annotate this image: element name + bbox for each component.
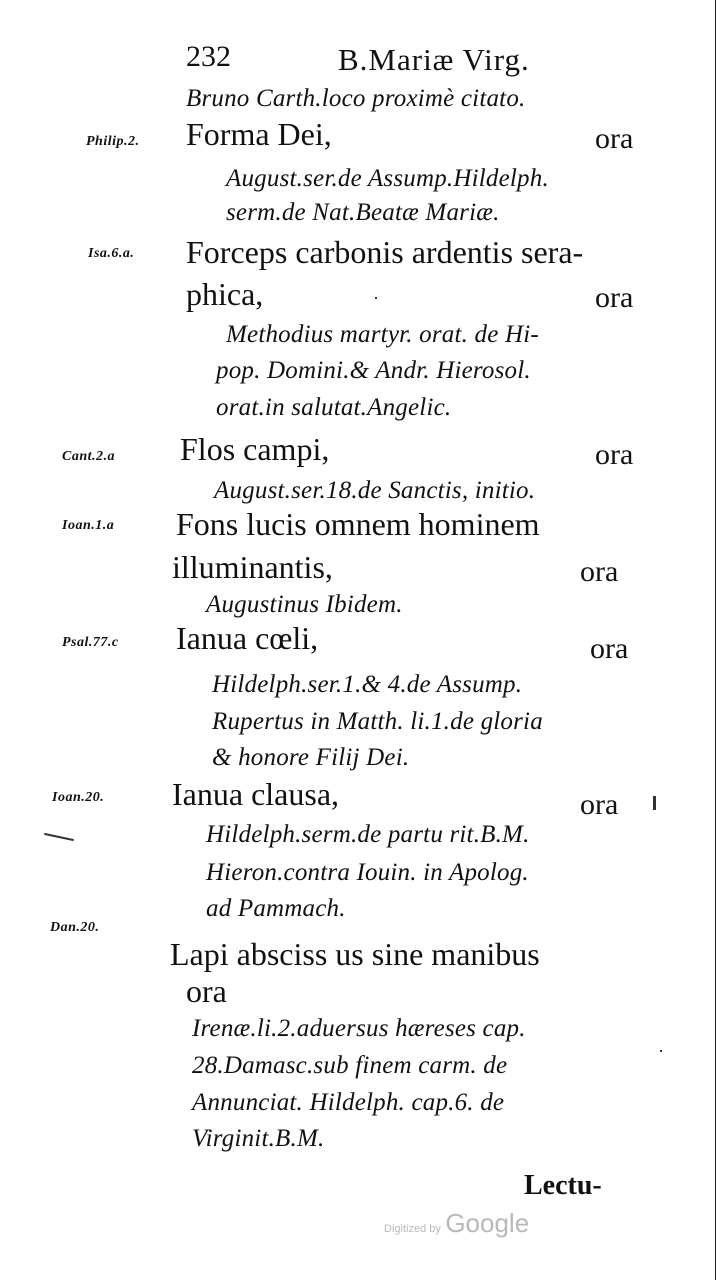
ora-response: ora [580,788,619,821]
margin-stroke-mark [375,297,377,299]
citation-line: August.ser.18.de Sanctis, initio. [214,477,536,504]
ora-response: ora [580,555,619,588]
ora-response: ora [595,438,634,471]
invocation-title: Flos campi, [180,431,330,467]
citation-line: Hildelph.serm.de partu rit.B.M. [206,821,530,848]
citation-line: Annunciat. Hildelph. cap.6. de [192,1089,505,1116]
citation-line: August.ser.de Assump.Hildelph. [226,165,549,192]
citation-line: ad Pammach. [206,895,346,922]
margin-reference: Dan.20. [50,920,100,935]
citation-line: Hieron.contra Iouin. in Apolog. [206,859,529,886]
margin-reference: Ioan.20. [52,790,105,805]
margin-reference: Philip.2. [86,134,140,149]
page-number: 232 [186,40,231,73]
google-logo: Google [445,1208,530,1238]
invocation-title: ora [186,973,227,1009]
invocation-title: Ianua clausa, [172,776,340,812]
margin-reference: Psal.77.c [62,635,119,650]
ora-response: ora [595,281,634,314]
running-title: B.Mariæ Virg. [338,42,530,77]
ora-response: ora [590,632,629,665]
catchword: Lectu- [524,1170,602,1201]
margin-reference: Cant.2.a [62,449,116,464]
watermark-prefix: Digitized by [384,1223,441,1235]
invocation-title: phica, [186,276,264,312]
ora-response: ora [595,122,634,155]
citation-line: Hildelph.ser.1.& 4.de Assump. [212,671,523,698]
invocation-title: illuminantis, [172,549,333,585]
margin-stroke-mark [660,1050,662,1052]
citation-line: & honore Filij Dei. [212,744,410,771]
margin-reference: Ioan.1.a [62,518,115,533]
page-edge-line [715,0,716,1280]
citation-line: Irenæ.li.2.aduersus hæreses cap. [192,1015,526,1042]
citation-line: Rupertus in Matth. li.1.de gloria [212,708,543,735]
citation-line: orat.in salutat.Angelic. [216,394,452,421]
margin-reference: Isa.6.a. [88,246,135,261]
invocation-title: Forma Dei, [186,116,332,152]
citation-line: Virginit.B.M. [192,1125,325,1152]
invocation-title: Ianua cœli, [176,620,319,656]
citation-line: Methodius martyr. orat. de Hi- [226,321,539,348]
digitized-watermark [384,1210,529,1236]
citation-line: 28.Damasc.sub finem carm. de [192,1052,508,1079]
margin-stroke-mark [653,796,656,810]
citation-line: pop. Domini.& Andr. Hierosol. [216,357,531,384]
citation-line: Augustinus Ibidem. [206,591,403,618]
citation-line: Bruno Carth.loco proximè citato. [186,85,526,112]
invocation-title: Lapi absciss us sine manibus [170,936,540,972]
citation-line: serm.de Nat.Beatæ Mariæ. [226,199,500,226]
margin-stroke-mark [44,833,74,841]
invocation-title: Fons lucis omnem hominem [176,506,540,542]
invocation-title: Forceps carbonis ardentis sera- [186,234,584,270]
